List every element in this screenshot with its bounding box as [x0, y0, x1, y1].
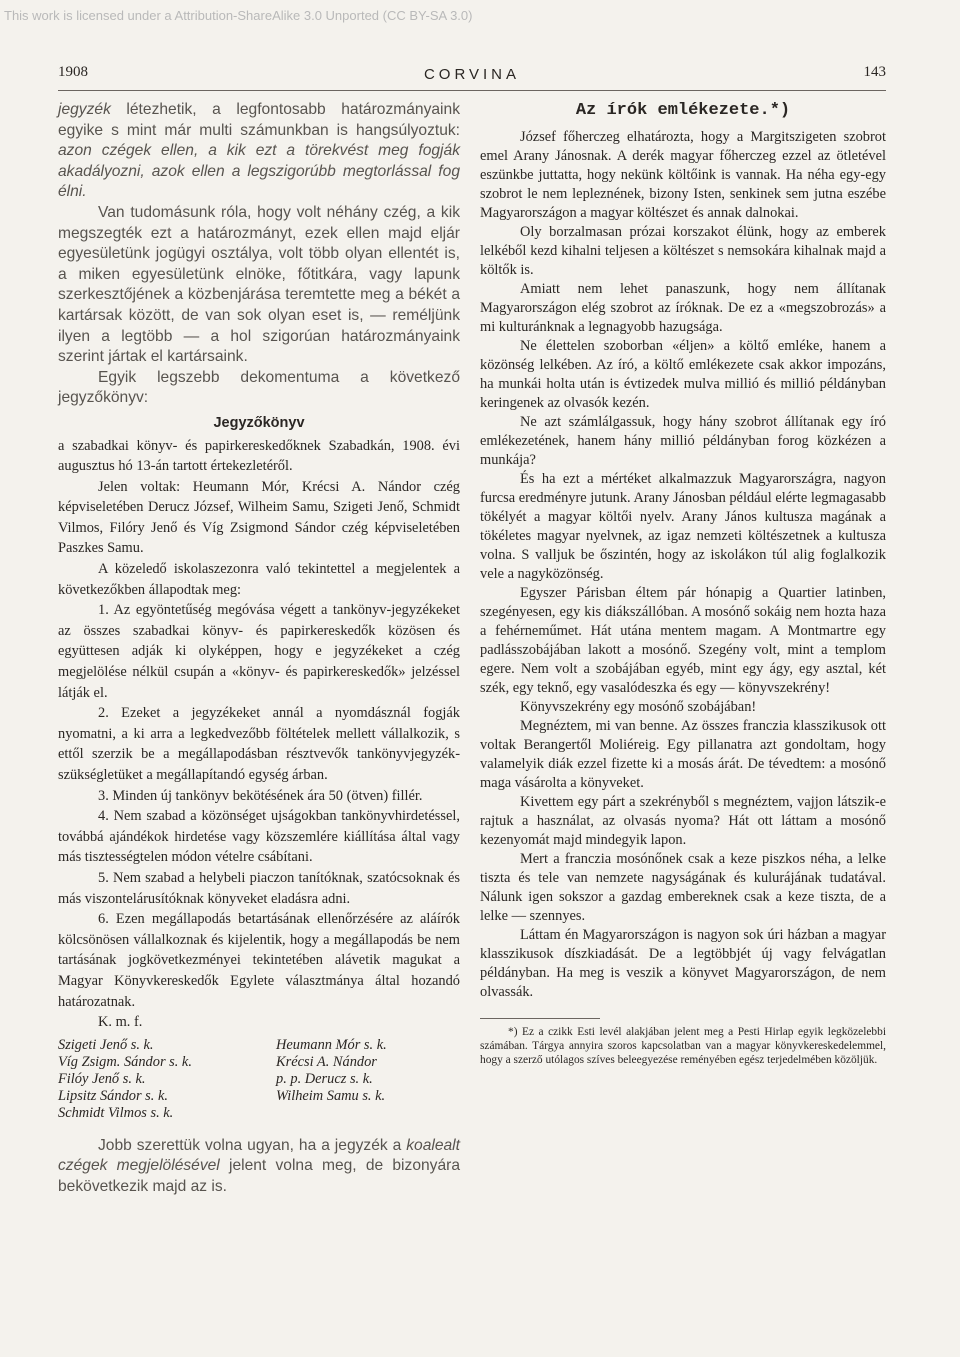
signature: Szigeti Jenő s. k. — [58, 1036, 154, 1053]
protocol-line: 6. Ezen megállapodás betartásának ellenőrzésére az aláírók kölcsönösen vállalkoznak és kijelentik, hogy a megállapodás be nem tartásának jogkövetkezményei tekintetében alávetik magukat a Magyar Könyvkereskedők Egylete választmánya által hozandó határozatnak. — [58, 911, 460, 1010]
closing-text-end: jelent volna meg, de bizonyára bekövetkezik majd az is. — [58, 1157, 460, 1195]
protocol-line: K. m. f. — [98, 1014, 143, 1031]
intro-paragraph — [58, 100, 460, 203]
article-paragraph: József főherczeg elhatározta, hogy a Margitszigeten szobrot emel Arany Jánosnak. A derék magyar főherczeg ezzel az ötletével eszünkbe juttatta, hogy nekünk költőink is vannak. Ha néha egy-egy szobrot le nem lepleznének, bizony Isten, senkinek sem jutna eszébe Magyarországon a magyar költészet és annak dalnokai. — [480, 129, 886, 221]
signature: Víg Zsigm. Sándor s. k. — [58, 1053, 192, 1070]
page-number: 143 — [863, 64, 886, 80]
article-paragraph: Megnéztem, mi van benne. Az összes franczia klasszikusok ott voltak Berangertől Moliéreig. Egy pillanatra azt gondoltam, hogy valamelyik diák ezzel fizette ki a mosás árát. De tévedtem: a mosónő maga vásárolta a könyveket. — [480, 718, 886, 791]
closing-paragraph — [58, 1136, 460, 1198]
right-column — [480, 100, 886, 1067]
article-paragraph: Egyszer Párisban éltem pár hónapig a Quartier latinben, szegényesen, egy kis diákszállóban. A mosónő sokáig nem hozta haza a fehérneműmet. Hát utána mentem magam. A Montmartre egy padlásszobájában lakott a mosónő. Szegény volt, mint a templom egere. Nem volt a szobájában egyéb, mint egy ágy, egy asztal, két szék, egy teknő, egy vasalódeszka és egy — könyvszekrény! — [480, 585, 886, 696]
page-header — [58, 64, 886, 90]
signature: p. p. Derucz s. k. — [276, 1070, 373, 1087]
protocol-line: Jelen voltak: Heumann Mór, Krécsi A. Nándor czég képviseletében Derucz József, Wilheim Samu, Szigeti Jenő, Schmidt Vilmos, Filóry Jenő és Víg Zsigmond Sándor czég képviseletében Paszkes Samu. — [58, 478, 460, 557]
protocol-line: 3. Minden új tankönyv bekötésének ára 50 (ötven) fillér. — [98, 787, 423, 804]
signature: Wilheim Samu s. k. — [276, 1087, 386, 1104]
intro-text: létezhetik, a legfontosabb határozmányaink egyike s mint már multi számunkban is hangsúlyoztuk: — [58, 101, 460, 139]
article-paragraph: És ha ezt a mértéket alkalmazzuk Magyarországra, nagyon furcsa eredményre jutunk. Arany Jánosban például elérte legmagasabb tökélyét a magyar költői nyelv. Arany János kultusza magának a tökéletes magyar nyelvnek, az igaz nemzeti költészetnek a kultusza volna. S valljuk be őszintén, hogy az iskolákon túl alig foglalkozik vele a nagyközönség. — [480, 471, 886, 582]
signature: Filóy Jenő s. k. — [58, 1070, 146, 1087]
article-paragraph: Oly borzalmasan prózai korszakot élünk, hogy az emberek lelkéből kezd kihalni teljesen a költészet s nemsokára kihalnak majd a költők is. — [480, 224, 886, 278]
left-column — [58, 100, 460, 1198]
signature: Heumann Mór s. k. — [276, 1036, 387, 1053]
left-paragraph: Van tudomásunk róla, hogy volt néhány czég, a kik megszegték ezt a határozmányt, ezek ellen majd eljár egyesületünk jogügyi osztálya, volt több olyan ellentét is, a miken egyesületünk elnöke, főtitkára, vagy lapunk szerkesztőjének a közbenjárása teremtette meg a békét a kartársak között, de van sok olyan eset is, — reméljünk ilyen a legtöbb — a hol szigorúan határozmányaink szerint jártak el kartársaink. — [58, 203, 460, 366]
intro-italic-word: jegyzék — [58, 101, 111, 118]
article-paragraph: Könyvszekrény egy mosónő szobájában! — [520, 699, 757, 715]
journal-title: CORVINA — [423, 66, 521, 83]
protocol-line: 2. Ezeket a jegyzékeket annál a nyomdásznál fogják nyomatni, a ki arra a legkedvezőbb föltételek mellett vállalkozik, s ettől szerzik be a megállapodásban résztvevők tankönyvjegyzék-szükségletüket a megállapítandó egység árban. — [58, 705, 460, 783]
article-paragraph: Láttam én Magyarországon is nagyon sok úri házban a magyar klasszikusok díszkiadását. De a legtöbbjét új vagy felvágatlan példányban. Ha meg is veszik a könyvet Magyarországon, de nem olvassák. — [480, 927, 886, 1000]
footnote — [480, 1025, 886, 1067]
document-title: Jegyzőkönyv — [213, 414, 305, 431]
signature — [276, 1105, 460, 1122]
signature: Schmidt Vilmos s. k. — [58, 1104, 174, 1121]
article-paragraph: Ne azt számlálgassuk, hogy hány szobrot állítanak egy író emlékezetének, hanem hány millió példányban forog közkézen a munkája? — [480, 414, 886, 468]
intro-italic-text: azon czégek ellen, a kik ezt a törekvést meg fogják akadályozni, azok ellen a legszigorúbb megtorlással fog élni. — [58, 142, 460, 201]
article-paragraph: Mert a franczia mosónőnek csak a keze piszkos néha, a lelke tiszta és tele van nemzete nagyságának és kulurájának tudatával. Nálunk igen sokszor a gazdag embereknek csak a keze tiszta, de a lelke — szennyes. — [480, 851, 886, 924]
signature: Lipsitz Sándor s. k. — [58, 1087, 168, 1104]
closing-italic: koalealt czégek megjelölésével — [58, 1136, 460, 1175]
article-paragraph: Amiatt nem lehet panaszunk, hogy nem állítanak Magyarországon elég szobrot az íróknak. De ez a «megszobrozás» a mi kulturánknak a legnagyobb hazugsága. — [480, 281, 886, 335]
protocol-line: 1. Az egyöntetűség megóvása végett a tankönyv-jegyzékeket az összes szabadkai könyv- és papirkereskedők közösen és együttesen adják ki olyképpen, hogy e jegyzékeket a czég megjelölése nélkül csupán a «könyv- és papirkereskedők» jelzéssel látják el. — [58, 602, 460, 701]
license-notice: This work is licensed under a Attribution-ShareAlike 3.0 Unported (CC BY-SA 3.0) — [4, 8, 473, 23]
closing-text: Jobb szerettük volna ugyan, ha a jegyzék a — [98, 1136, 402, 1154]
signatures — [58, 1037, 460, 1122]
footnote-rule — [480, 1018, 600, 1019]
footnote-text: *) Ez a czikk Esti levél alakjában jelent meg a Pesti Hirlap egyik legközelebbi számában. Tárgya annyira szoros kapcsolatban van a magyar könyvkereskedelemmel, hogy a szerző utólagos szíves beleegyezése reményében egész terjedelmében közöljük. — [480, 1026, 886, 1066]
header-rule — [58, 90, 886, 91]
protocol-line: A közeledő iskolaszezonra való tekintettel a megjelentek a következőkben állapodtak meg: — [58, 561, 460, 598]
left-paragraph: Egyik legszebb dekomentuma a következő jegyzőkönyv: — [58, 368, 460, 407]
protocol-body — [58, 436, 460, 1033]
header-year: 1908 — [58, 64, 88, 80]
article-title: Az írók emlékezete.*) — [575, 101, 791, 120]
protocol-line: a szabadkai könyv- és papirkereskedőknek Szabadkán, 1908. évi augusztus hó 13-án tartott értekezletéről. — [58, 437, 460, 475]
protocol-line: 5. Nem szabad a helybeli piaczon tanítóknak, szatócsoknak és más viszontelárusítóknak könyveket eladásra adni. — [58, 869, 460, 907]
article-paragraph: Ne élettelen szoborban «éljen» a költő emléke, hanem a közönség lelkében. Az író, a költő emlékezete csak akkor impozáns, ha munkái holta után is évtizedek mulva millió és millió példányban keringenek az olvasók kezén. — [480, 338, 886, 411]
article-paragraph: Kivettem egy párt a szekrényből s megnéztem, vajjon látszik-e rajtuk a használat, az olvasás nyoma? Hát ott láttam a mosónő kezenyomát majd mindegyik lapon. — [480, 794, 886, 848]
signature: Krécsi A. Nándor — [276, 1053, 377, 1070]
article-body — [480, 128, 886, 1002]
protocol-line: 4. Nem szabad a közönséget ujságokban tankönyvhirdetéssel, továbbá ajándékok hirdetése vagy közszemlére kiállítása által vagy más tisztességtelen módon vételre csábítani. — [58, 808, 460, 866]
